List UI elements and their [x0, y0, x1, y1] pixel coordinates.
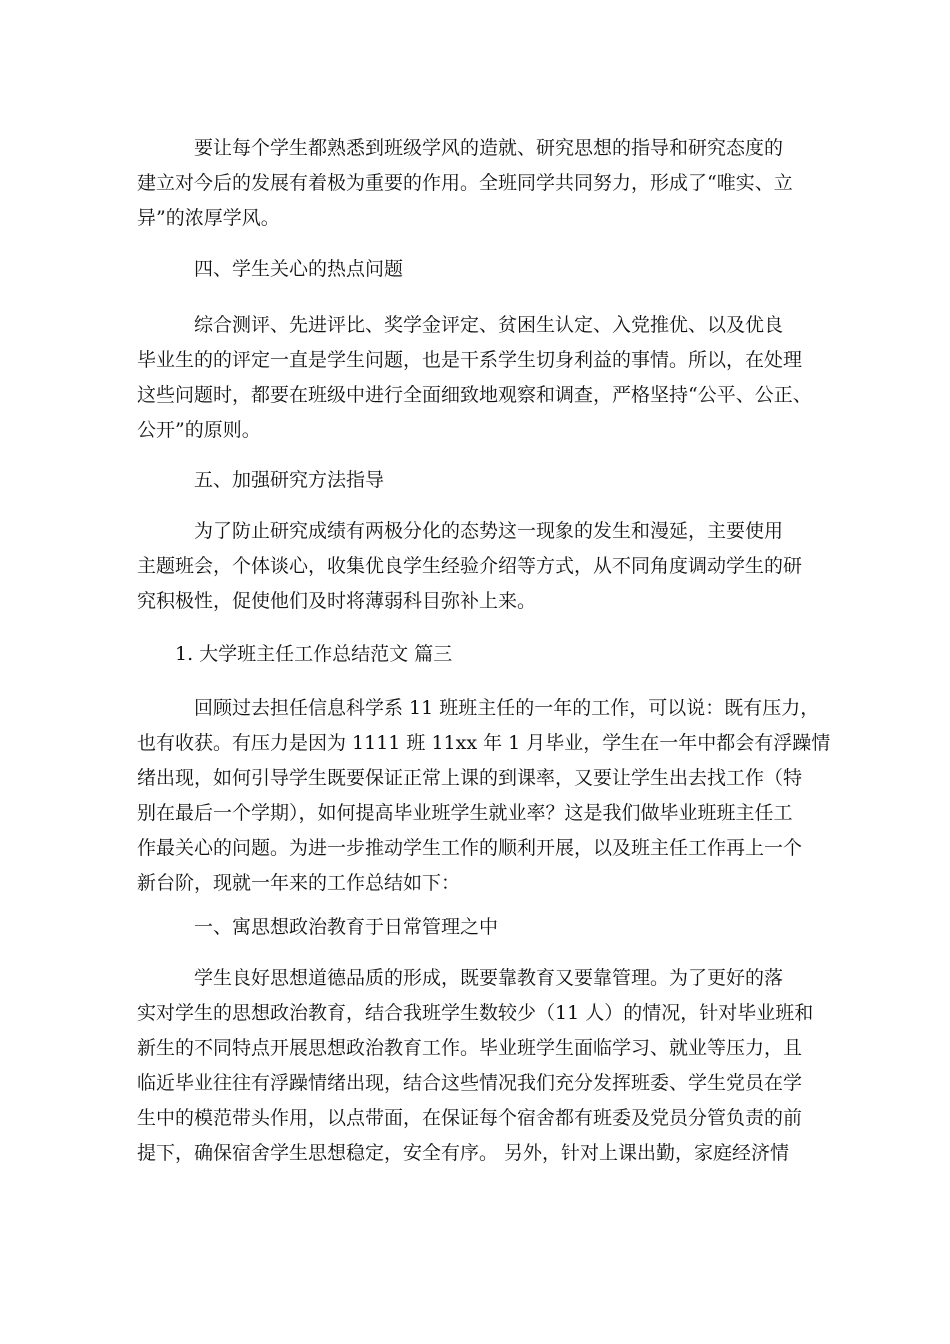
- text-line: 绪出现，如何引导学生既要保证正常上课的到课率，又要让学生出去找工作（特: [137, 767, 803, 789]
- paragraph: [137, 308, 827, 448]
- paragraph: [137, 514, 827, 619]
- text-line: 新生的不同特点开展思想政治教育工作。毕业班学生面临学习、就业等压力，且: [137, 1037, 803, 1059]
- text-line: 别在最后一个学期），如何提高毕业班学生就业率？这是我们做毕业班班主任工: [137, 802, 793, 824]
- text-line: 也有收获。有压力是因为 1111 班 11xx 年 1 月毕业，学生在一年中都会有浮躁情: [137, 732, 831, 754]
- text-line: 生中的模范带头作用，以点带面，在保证每个宿舍都有班委及党员分管负责的前: [137, 1107, 803, 1129]
- text-line: 异”的浓厚学风。: [137, 207, 280, 229]
- text-line: 提下，确保宿舍学生思想稳定，安全有序。 另外，针对上课出勤，家庭经济情: [137, 1142, 790, 1164]
- text-line: 临近毕业往往有浮躁情绪出现，结合这些情况我们充分发挥班委、学生党员在学: [137, 1072, 803, 1094]
- text-line: 究积极性，促使他们及时将薄弱科目弥补上来。: [137, 590, 537, 612]
- text-line: 综合测评、先进评比、奖学金评定、贫困生认定、入党推优、以及优良: [137, 314, 784, 336]
- text-line: 作最关心的问题。为进一步推动学生工作的顺利开展，以及班主任工作再上一个: [137, 837, 803, 859]
- text-line: 新台阶，现就一年来的工作总结如下：: [137, 872, 461, 894]
- section-title-text: 1. 大学班主任工作总结范文 篇三: [137, 643, 453, 665]
- text-line: 主题班会，个体谈心，收集优良学生经验介绍等方式，从不同角度调动学生的研: [137, 555, 803, 577]
- section-heading: [137, 252, 827, 287]
- section-heading: [137, 910, 827, 945]
- section-heading: [137, 463, 827, 498]
- paragraph: [137, 131, 827, 236]
- heading-text: 四、学生关心的热点问题: [137, 258, 404, 280]
- text-line: 公开”的原则。: [137, 419, 261, 441]
- text-line: 要让每个学生都熟悉到班级学风的造就、研究思想的指导和研究态度的: [137, 137, 784, 159]
- heading-text: 五、加强研究方法指导: [137, 469, 385, 491]
- paragraph: [137, 961, 827, 1171]
- text-line: 这些问题时，都要在班级中进行全面细致地观察和调查，严格坚持“公平、公正、: [137, 384, 812, 406]
- text-line: 实对学生的思想政治教育，结合我班学生数较少（11 人）的情况，针对毕业班和: [137, 1002, 814, 1024]
- section-title: [137, 637, 827, 672]
- text-line: 学生良好思想道德品质的形成，既要靠教育又要靠管理。为了更好的落: [137, 967, 784, 989]
- text-line: 为了防止研究成绩有两极分化的态势这一现象的发生和漫延，主要使用: [137, 520, 784, 542]
- text-line: 毕业生的的评定一直是学生问题，也是干系学生切身利益的事情。所以，在处理: [137, 349, 803, 371]
- text-line: 回顾过去担任信息科学系 11 班班主任的一年的工作，可以说：既有压力，: [137, 697, 820, 719]
- paragraph: [137, 691, 831, 901]
- text-line: 建立对今后的发展有着极为重要的作用。全班同学共同努力，形成了“唯实、立: [137, 172, 793, 194]
- heading-text: 一、寓思想政治教育于日常管理之中: [137, 916, 499, 938]
